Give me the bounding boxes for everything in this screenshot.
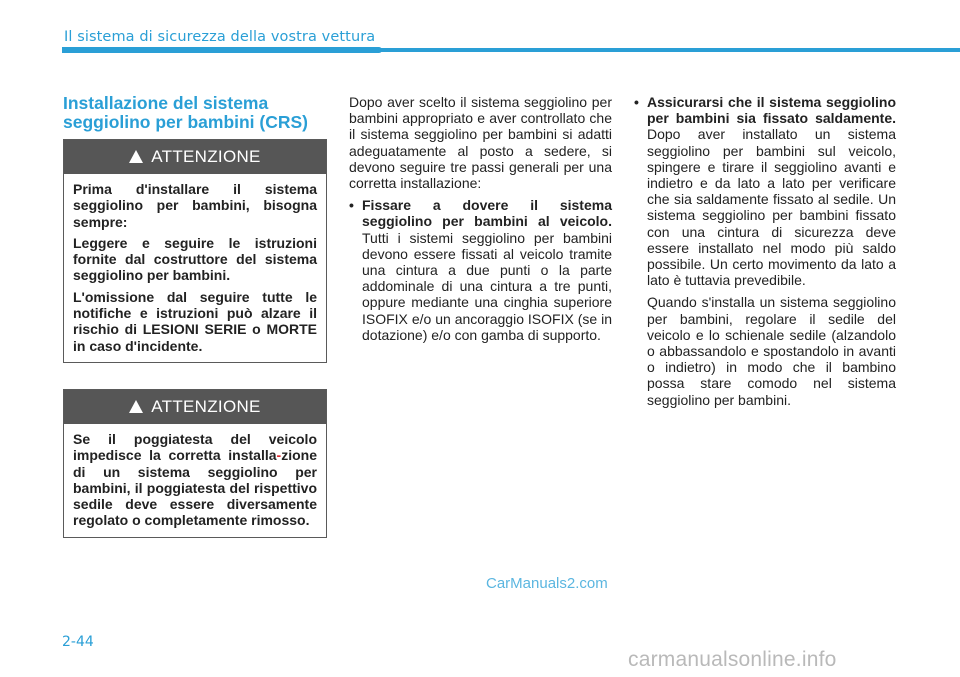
warning-triangle-icon	[129, 150, 143, 163]
warning-paragraph: Prima d'installare il sistema seggiolino per bambini, bisogna sempre:	[73, 181, 317, 230]
intro-paragraph: Dopo aver scelto il sistema seggiolino per bambini appropriato e aver controllato che il sistema seggiolino per bambini si adatti adeguatamente al posto a sedere, si devono seguire tre passi generali per una corretta installazione:	[349, 94, 612, 192]
section-heading: Installazione del sistema seggiolino per bambini (CRS)	[63, 93, 309, 132]
warning-paragraph: L'omissione dal seguire tutte le notifiche e istruzioni può alzare il rischio di LESIONI SERIE o MORTE in caso d'incidente.	[73, 288, 317, 354]
bullet-lead: Fissare a dovere il sistema seggiolino per bambini al veicolo.	[362, 197, 612, 230]
bullet-marker: •	[349, 197, 354, 214]
bullet-text	[362, 197, 612, 343]
middle-column	[349, 94, 612, 349]
bullet-text	[647, 94, 896, 288]
warning-paragraph	[73, 431, 317, 529]
footer-watermark: carmanualsonline.info	[628, 648, 837, 671]
warning-bar	[64, 140, 326, 174]
warning-body	[64, 424, 326, 537]
bullet-lead: Assicurarsi che il sistema seggiolino per bambini sia fissato saldamente.	[647, 94, 896, 127]
warning-body	[64, 174, 326, 362]
warning-bar	[64, 390, 326, 424]
warning-label: ATTENZIONE	[151, 147, 261, 166]
header-rule	[62, 48, 960, 52]
page-number: 2-44	[62, 634, 94, 650]
warning-triangle-icon	[129, 400, 143, 413]
warning-text: zione di un sistema seggiolino per bambini, il poggiatesta del rispettivo sedile deve essere diversamente regolato o completamente rimosso.	[73, 447, 317, 529]
watermark: CarManuals2.com	[486, 575, 608, 592]
header-rule-accent	[62, 47, 382, 53]
running-header: Il sistema di sicurezza della vostra vettura	[64, 29, 376, 45]
bullet-marker: •	[634, 94, 639, 110]
warning-box-1	[63, 139, 327, 363]
bullet-body: Tutti i sistemi seggiolino per bambini devono essere fissati al veicolo tramite una cintura a due punti o la parte addominale di una cintura a tre punti, oppure mediante una cinghia superiore ISOFIX e/o un ancoraggio ISOFIX (se in dotazione) e/o con gamba di supporto.	[362, 229, 612, 343]
warning-box-2	[63, 389, 327, 538]
bullet-item	[634, 94, 896, 288]
bullet-body: Dopo aver installato un sistema seggiolino per bambini sul veicolo, spingere e tirare il seggiolino avanti e indietro e da lato a lato per verificare che sia saldamente fissato al sedile. Un sistema seggiolino per bambini fissato con una cintura di sicurezza deve essere installato nel modo più saldo possibile. Un certo movimento da lato a lato è tuttavia prevedibile.	[647, 126, 896, 289]
bullet-item	[349, 197, 612, 343]
right-column	[634, 94, 896, 414]
warning-label: ATTENZIONE	[151, 397, 261, 416]
warning-text: Se il poggiatesta del veicolo impedisce la corretta installa	[73, 431, 317, 464]
hyphen: -	[276, 447, 282, 464]
warning-paragraph: Leggere e seguire le istruzioni fornite dal costruttore del sistema seggiolino per bambini.	[73, 234, 317, 284]
body-paragraph: Quando s'installa un sistema seggiolino per bambini, regolare il sedile del veicolo e lo schienale sedile (alzandolo o abbassandolo e spostandolo in avanti o indietro) in modo che il bambino possa stare comodo nel sistema seggiolino per bambini.	[647, 294, 896, 408]
